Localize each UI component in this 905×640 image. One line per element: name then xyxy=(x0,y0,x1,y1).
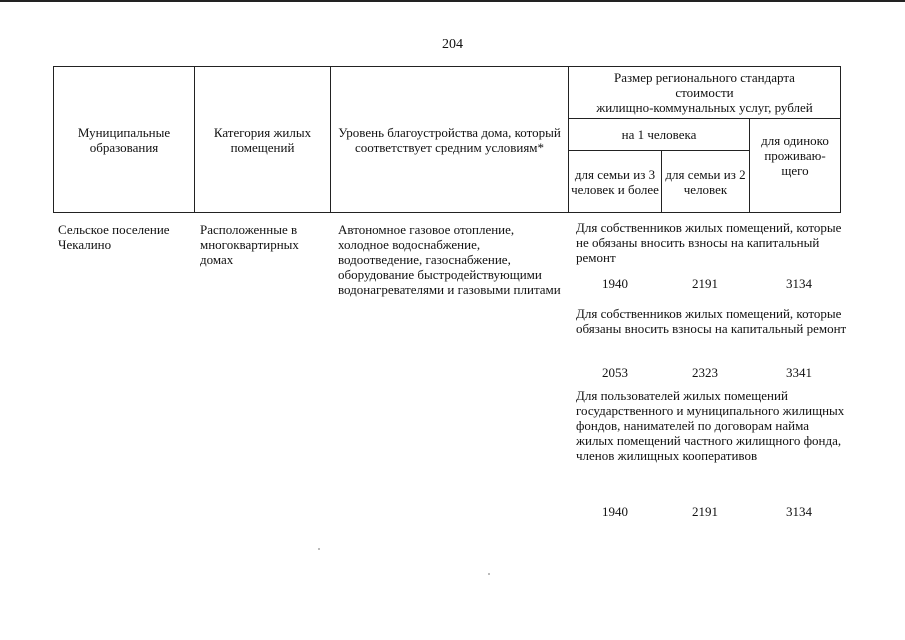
group-3-value-family2: 2191 xyxy=(692,504,718,519)
header-family2: для семьи из 2 человек xyxy=(662,151,750,213)
group-2-value-family3: 2053 xyxy=(602,365,628,380)
scan-speck xyxy=(318,548,320,550)
scan-speck xyxy=(488,573,490,575)
header-standard-line1: Размер регионального стандарта xyxy=(614,70,795,85)
group-2-value-single: 3341 xyxy=(786,365,812,380)
header-category: Категория жилых помещений xyxy=(195,67,331,213)
header-municipality: Муниципальные образования xyxy=(54,67,195,213)
group-1-label: Для собственников жилых помещений, которые не обязаны вносить взносы на капитальный ремонт xyxy=(576,220,842,265)
header-standard-line2: стоимости xyxy=(675,85,734,100)
header-standard xyxy=(569,67,841,119)
page-number: 204 xyxy=(442,37,463,52)
group-2-value-family2: 2323 xyxy=(692,365,718,380)
row-municipality: Сельское поселение Чекалино xyxy=(58,222,170,252)
group-3-label: Для пользователей жилых помещений государственного и муниципального жилищных фондов, нанимателей по договорам найма жилых помещений частного жилищного фонда, членов жилищных кооперативов xyxy=(576,388,845,463)
group-1-value-single: 3134 xyxy=(786,276,812,291)
header-per-person: на 1 человека xyxy=(569,119,750,151)
group-3-value-single: 3134 xyxy=(786,504,812,519)
table-header xyxy=(53,66,841,213)
group-1-value-family2: 2191 xyxy=(692,276,718,291)
row-category: Расположенные в многоквартирных домах xyxy=(200,222,299,267)
header-single: для одиноко проживаю-щего xyxy=(750,119,841,213)
header-family3: для семьи из 3 человек и более xyxy=(569,151,662,213)
group-2-label: Для собственников жилых помещений, которые обязаны вносить взносы на капитальный ремонт xyxy=(576,306,847,336)
group-3-value-family3: 1940 xyxy=(602,504,628,519)
header-level: Уровень благоустройства дома, который соответствует средним условиям* xyxy=(331,67,569,213)
header-standard-line3: жилищно-коммунальных услуг, рублей xyxy=(596,100,813,115)
group-1-value-family3: 1940 xyxy=(602,276,628,291)
top-border-line xyxy=(0,0,905,2)
row-level: Автономное газовое отопление, холодное водоснабжение, водоотведение, газоснабжение, оборудование быстродействующими водонагревателями и газовыми плитами xyxy=(338,222,561,297)
